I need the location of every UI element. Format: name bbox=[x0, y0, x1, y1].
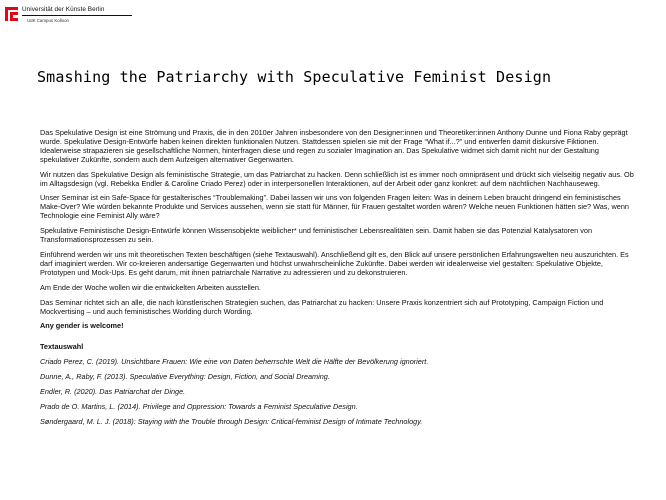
bibliography-item: Søndergaard, M. L. J. (2018): Staying with the Trouble through Design: Critical-feminist Design of Intimate Technology. bbox=[40, 416, 423, 426]
udk-logo-mark-icon bbox=[5, 7, 18, 21]
bibliography-heading: Textauswahl bbox=[40, 342, 84, 352]
paragraph-strategy: Wir nutzen das Spekulative Design als feministische Strategie, um das Patriarchat zu hacken. Denn schließlich ist es immer noch omnipräsent und drückt sich vielseitig negativ aus. Ob im Alltagsdesign (vgl. Rebekka Endler & Caroline Criado Perez) oder in interpersonellen Interaktionen, auf der Arbeit oder ganz konkret: auf dem nächtlichen Nachhauseweg. bbox=[40, 169, 634, 188]
bibliography-item: Prado de O. Martins, L. (2014). Privilege and Oppression: Towards a Feminist Speculative Design. bbox=[40, 401, 358, 411]
bibliography-item: Endler, R. (2020). Das Patriarchat der Dinge. bbox=[40, 387, 186, 397]
bibliography-item: Criado Perez, C. (2019). Unsichtbare Frauen: Wie eine von Daten beherrschte Welt die Hälfte der Bevölkerung ignoriert. bbox=[40, 357, 429, 367]
paragraph-audience: Das Seminar richtet sich an alle, die nach künstlerischen Strategien suchen, das Patriarchat zu hacken: Unsere Praxis konzentriert sich auf Prototyping, Campaign Fiction und Mockvertising – und auch feministisches Worlding durch Wording. bbox=[40, 297, 604, 316]
paragraph-intro: Das Spekulative Design ist eine Strömung und Praxis, die in den 2010er Jahren insbesondere von den Designer:innen und Theoretiker:innen Anthony Dunne und Fiona Raby geprägt wurde. Spekulative Design-Entwürfe haben keinen direkten funktionalen Nutzen. Stattdessen spielen sie mit der Frage “What if...?” und entwerfen damit diskursive Fiktionen. Idealerweise strapazieren sie gesellschaftliche Normen, hinterfragen diese und regen zu sozialer Imagination an. Das Spekulative widmet sich damit nicht nur der Gestaltung spekulativer Zukünfte, sondern auch dem Aufzeigen alternativer Gegenwarten. bbox=[40, 128, 628, 164]
udk-logo bbox=[5, 5, 145, 27]
paragraph-method: Einführend werden wir uns mit theoretischen Texten beschäftigen (siehe Textauswahl). Anschließend gilt es, den Blick auf unsere persönlichen Erfahrungswelten neu auszurichten. Es darf imaginiert werden. Wir co-kreieren andersartige Gegenwarten und höchst unwahrscheinliche Zukünfte. Dabei werden wir idealerweise viel gestalten: Spekulative Objekte, Prototypen und Mock-Ups. Es geht darum, mit ihnen patriarchale Narrative zu adressieren und zu dekonstruieren. bbox=[40, 249, 629, 277]
bibliography-item: Dunne, A., Raby, F. (2013). Speculative Everything: Design, Fiction, and Social Dreaming. bbox=[40, 372, 330, 382]
bibliography bbox=[40, 343, 638, 426]
paragraph-safe-space: Unser Seminar ist ein Safe-Space für gestalterisches “Troublemaking”. Dabei lassen wir uns von folgenden Fragen leiten: Was in deinem Leben braucht dringend ein feministisches Make-Over? Wie würden bekannte Produkte und Services aussehen, wenn sie statt für Männer, für Frauen gestaltet worden wären? Welche neuen Funktionen hätten sie? Was, wenn Technologie eine Feminist Ally wäre? bbox=[40, 193, 629, 221]
university-name: Universität der Künste Berlin bbox=[22, 6, 105, 13]
content-body bbox=[40, 129, 638, 433]
campus-name: UdK Campus Kolloon bbox=[27, 18, 69, 23]
page-title: Smashing the Patriarchy with Speculative Feminist Design bbox=[37, 68, 552, 86]
logo-divider bbox=[22, 15, 132, 16]
paragraph-knowledge-objects: Spekulative Feministische Design-Entwürfe können Wissensobjekte weiblicher* und feministischer Lebensrealitäten sein. Damit haben sie das Potenzial Katalysatoren von Transformationsprozessen zu sein. bbox=[40, 226, 593, 245]
closing-statement: Any gender is welcome! bbox=[40, 321, 124, 331]
paragraph-exhibition: Am Ende der Woche wollen wir die entwickelten Arbeiten ausstellen. bbox=[40, 282, 261, 292]
